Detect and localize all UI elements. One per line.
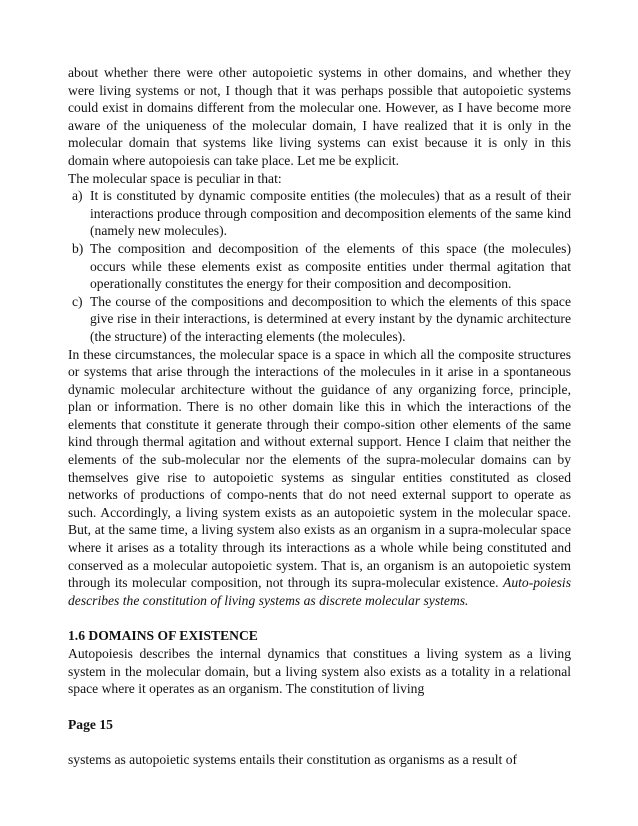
list-intro: The molecular space is peculiar in that: <box>68 170 282 186</box>
list-marker: b) <box>72 240 84 256</box>
list-item-c <box>68 293 571 346</box>
body-paragraph: about whether there were other autopoietic systems in other domains, and whether they were living systems or not, I though that it was perhaps possible that autopoietic systems could exist in domains different from the molecular one. However, as I have become more aware of the uniqueness of the molecular domain, I have realized that it is only in the molecular domain that systems like living systems can exist because it is only in this domain where autopoiesis can take place. Let me be explicit. <box>68 65 571 168</box>
list-item-text: It is constituted by dynamic composite entities (the molecules) that as a result of their interactions produce through composition and decomposition elements of the same kind (namely new molecules). <box>90 188 571 239</box>
page-number-label: Page 15 <box>68 716 113 732</box>
section-heading: 1.6 DOMAINS OF EXISTENCE <box>68 628 258 644</box>
body-paragraph <box>68 346 571 610</box>
body-paragraph: Autopoiesis describes the internal dynamics that constitues a living system as a living system in the molecular domain, but a living system also exists as a totality in a relational space where it operates as an organism. The constitution of living <box>68 646 571 697</box>
paragraph-text: In these circumstances, the molecular space is a space in which all the composite structures or systems that arise through the interactions of the molecules in it arise in a spontaneous dynamic molecular architecture without the guidance of any organizing force, principle, plan or information. There is no other domain like this in which the interactions of the elements that constitute it generate through their compo-sition other elements of the same kind through thermal agitation and without external support. Hence I claim that neither the elements of the sub-molecular nor the elements of the supra-molecular domains can by themselves give rise to autopoietic systems as singular entities constituted as closed networks of productions of compo-nents that do not need external support to operate as such. Accordingly, a living system exists as an autopoietic system in the molecular space. But, at the same time, a living system also exists as an organism in a supra-molecular space where it arises as a totality through its interactions as a whole while being constituted and conserved as a molecular autopoietic system. That is, an organism is an autopoietic system through its molecular composition, not through its supra-molecular existence. <box>68 346 571 591</box>
list-item-a <box>68 187 571 240</box>
italic-sentence: Auto-poiesis describes the constitution of living systems as discrete molecular systems. <box>68 575 571 608</box>
document-page <box>68 64 571 769</box>
body-paragraph: systems as autopoietic systems entails their constitution as organisms as a result of <box>68 752 518 768</box>
list-marker: a) <box>72 188 83 204</box>
list-item-b <box>68 240 571 293</box>
list-marker: c) <box>72 293 83 309</box>
list-item-text: The course of the compositions and decomposition to which the elements of this space give rise in their interactions, is determined at every instant by the dynamic architecture (the structure) of the interacting elements (the molecules). <box>90 293 571 344</box>
list-item-text: The composition and decomposition of the elements of this space (the molecules) occurs while these elements exist as composite entities under thermal agitation that operationally constitutes the energy for their composition and decomposition. <box>90 240 571 292</box>
